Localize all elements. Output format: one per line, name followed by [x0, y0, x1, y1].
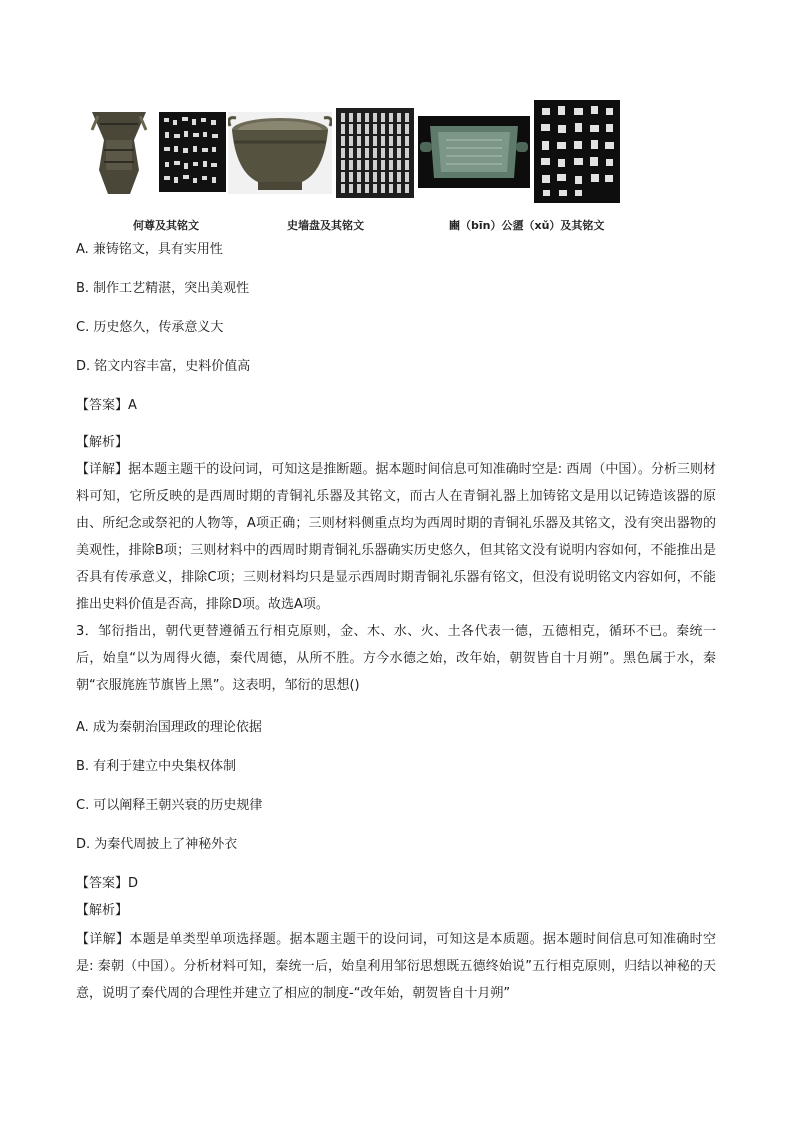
figure-caption-bin-gong-xu: 豳（bīn）公盨（xǔ）及其铭文 [449, 219, 605, 232]
q2-answer: 【答案】A [76, 398, 137, 413]
q2-analysis-title: 【解析】 [76, 435, 129, 450]
q3-option-c: C. 可以阐释王朝兴衰的历史规律 [76, 798, 263, 813]
q3-option-a: A. 成为秦朝治国理政的理论依据 [76, 720, 262, 735]
he-zun-vessel-image [84, 110, 154, 196]
bin-gong-xu-image [418, 116, 530, 188]
q3-answer: 【答案】D [76, 876, 139, 891]
figure-caption-he-zun: 何尊及其铭文 [133, 219, 199, 232]
q3-option-d: D. 为秦代周披上了神秘外衣 [76, 837, 238, 852]
q2-option-d: D. 铭文内容丰富，史料价值高 [76, 359, 251, 374]
q3-stem: 3．邹衍指出，朝代更替遵循五行相克原则，金、木、水、火、土各代表一德，五德相克，循环不已。秦统一后，始皇“以为周得火德，秦代周德，从所不胜。方今水德之始，改年始，朝贺皆自十月朔”。黑色属于水，秦朝“衣服旄旌节旗皆上黑”。这表明，邹衍的思想() [76, 624, 716, 693]
q2-analysis: 【详解】据本题主题干的设问词，可知这是推断题。据本题时间信息可知准确时空是: 西周（中国）。分析三则材料可知，它所反映的是西周时期的青铜礼乐器及其铭文，而古人在青铜礼器上加铸铭文是用以记铸造该器的原由、所纪念或祭祀的人物等，A项正确；三则材料侧重点均为西周时期的青铜礼乐器及其铭文，没有突出器物的美观性，排除B项；三则材料中的西周时期青铜礼乐器确实历史悠久，但其铭文没有说明内容如何，不能推出是否具有传承意义，排除C项；三则材料均只是显示西周时期青铜礼乐器有铭文，但没有说明铭文内容如何，不能推出史料价值是否高，排除D项。故选A项。 [76, 462, 716, 612]
shi-qiang-pan-inscription-image [336, 108, 414, 198]
shi-qiang-pan-image [228, 112, 332, 194]
he-zun-inscription-image [159, 112, 226, 192]
q2-option-a: A. 兼铸铭文，具有实用性 [76, 242, 223, 257]
q3-option-b: B. 有利于建立中央集权体制 [76, 759, 237, 774]
bin-gong-xu-inscription-image [534, 100, 620, 203]
q3-analysis: 【详解】本题是单类型单项选择题。据本题主题干的设问词，可知这是本质题。据本题时间信息可知准确时空是: 秦朝（中国）。分析材料可知，秦统一后，始皇利用邹衍思想既五德终始说”五行相克原则，归结以神秘的天意，说明了秦代周的合理性并建立了相应的制度-“改年始，朝贺皆自十月朔” [76, 932, 716, 1001]
q3-analysis-title: 【解析】 [76, 903, 129, 918]
q2-option-b: B. 制作工艺精湛，突出美观性 [76, 281, 250, 296]
figure-caption-shi-qiang-pan: 史墙盘及其铭文 [287, 219, 364, 232]
q2-option-c: C. 历史悠久，传承意义大 [76, 320, 224, 335]
